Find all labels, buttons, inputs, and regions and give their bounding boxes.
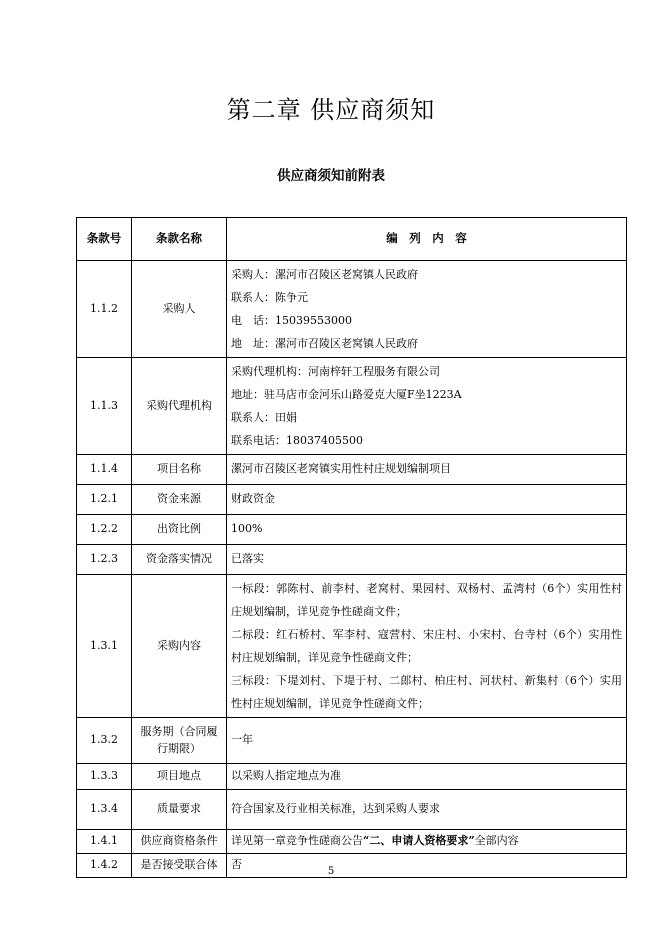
content-line: 采购代理机构：河南梓轩工程服务有限公司 (231, 365, 440, 378)
clause-no: 1.1.4 (77, 455, 132, 485)
page-number: 5 (327, 866, 335, 877)
clause-no: 1.2.3 (77, 545, 132, 575)
clause-content: 财政资金 (227, 485, 627, 515)
clause-content (227, 830, 627, 854)
table-row (77, 455, 627, 485)
clause-no: 1.4.1 (77, 830, 132, 854)
table-row (77, 261, 627, 358)
clause-content: 否 (227, 854, 627, 878)
table-row (77, 830, 627, 854)
lot-paragraph: 一标段：郭陈村、前李村、老窝村、果园村、双杨村、孟湾村（6个）实用性村庄规划编制，详见竞争性磋商文件； (231, 582, 622, 618)
table-row (77, 718, 627, 764)
clause-content: 符合国家及行业相关标准，达到采购人要求 (227, 790, 627, 830)
table-row (77, 575, 627, 718)
clause-name: 采购内容 (132, 575, 227, 718)
content-text: 全部内容 (474, 834, 519, 848)
clause-content: 以采购人指定地点为准 (227, 764, 627, 790)
clause-name: 项目地点 (132, 764, 227, 790)
clause-no: 1.3.1 (77, 575, 132, 718)
clause-no: 1.4.2 (77, 854, 132, 878)
content-emphasis: “二、申请人资格要求” (363, 834, 475, 848)
content-text: 详见第一章竞争性磋商公告 (231, 834, 363, 848)
table-header-row (77, 218, 627, 261)
clause-name: 项目名称 (132, 455, 227, 485)
clause-name: 质量要求 (132, 790, 227, 830)
content-line: 地址：驻马店市金河乐山路爱克大厦F坐1223A (231, 388, 462, 401)
content-line: 联系人：田娟 (231, 411, 297, 424)
clause-name: 资金来源 (132, 485, 227, 515)
clause-name: 服务期（合同履行期限） (132, 718, 227, 764)
clause-name: 采购人 (132, 261, 227, 358)
clause-name: 出资比例 (132, 515, 227, 545)
chapter-title: 第二章 供应商须知 (226, 96, 436, 124)
table-row (77, 764, 627, 790)
clause-content: 100% (227, 515, 627, 545)
header-clause-name: 条款名称 (132, 218, 227, 261)
header-content: 编 列 内 容 (227, 218, 627, 261)
clause-name: 是否接受联合体 (132, 854, 227, 878)
clause-no: 1.1.2 (77, 261, 132, 358)
table-row (77, 790, 627, 830)
lot-paragraph: 二标段：红石桥村、军李村、寇营村、宋庄村、小宋村、台寺村（6个）实用性村庄规划编制，详见竞争性磋商文件； (231, 628, 622, 664)
clause-name: 资金落实情况 (132, 545, 227, 575)
clause-no: 1.1.3 (77, 358, 132, 455)
table-row (77, 515, 627, 545)
content-line: 地 址：漯河市召陵区老窝镇人民政府 (231, 337, 418, 350)
clause-content (227, 358, 627, 455)
clause-content: 一年 (227, 718, 627, 764)
clause-content (227, 575, 627, 718)
clause-name: 供应商资格条件 (132, 830, 227, 854)
clause-no: 1.3.4 (77, 790, 132, 830)
content-line: 联系电话：18037405500 (231, 434, 363, 447)
clause-content: 已落实 (227, 545, 627, 575)
content-line: 联系人：陈争元 (231, 291, 308, 304)
clause-no: 1.3.2 (77, 718, 132, 764)
content-line: 采购人：漯河市召陵区老窝镇人民政府 (231, 268, 418, 281)
content-line: 电 话：15039553000 (231, 314, 352, 327)
clause-content: 漯河市召陵区老窝镇实用性村庄规划编制项目 (227, 455, 627, 485)
header-clause-no: 条款号 (77, 218, 132, 261)
clause-no: 1.3.3 (77, 764, 132, 790)
table-row (77, 485, 627, 515)
clause-content (227, 261, 627, 358)
lot-paragraph: 三标段：下堤刘村、下堤于村、二郎村、柏庄村、河状村、新集村（6个）实用性村庄规划编制，详见竞争性磋商文件； (231, 674, 622, 710)
table-row (77, 545, 627, 575)
supplier-notice-table (76, 217, 627, 878)
table-title: 供应商须知前附表 (277, 168, 385, 184)
clause-name: 采购代理机构 (132, 358, 227, 455)
table-row (77, 358, 627, 455)
clause-no: 1.2.2 (77, 515, 132, 545)
clause-no: 1.2.1 (77, 485, 132, 515)
